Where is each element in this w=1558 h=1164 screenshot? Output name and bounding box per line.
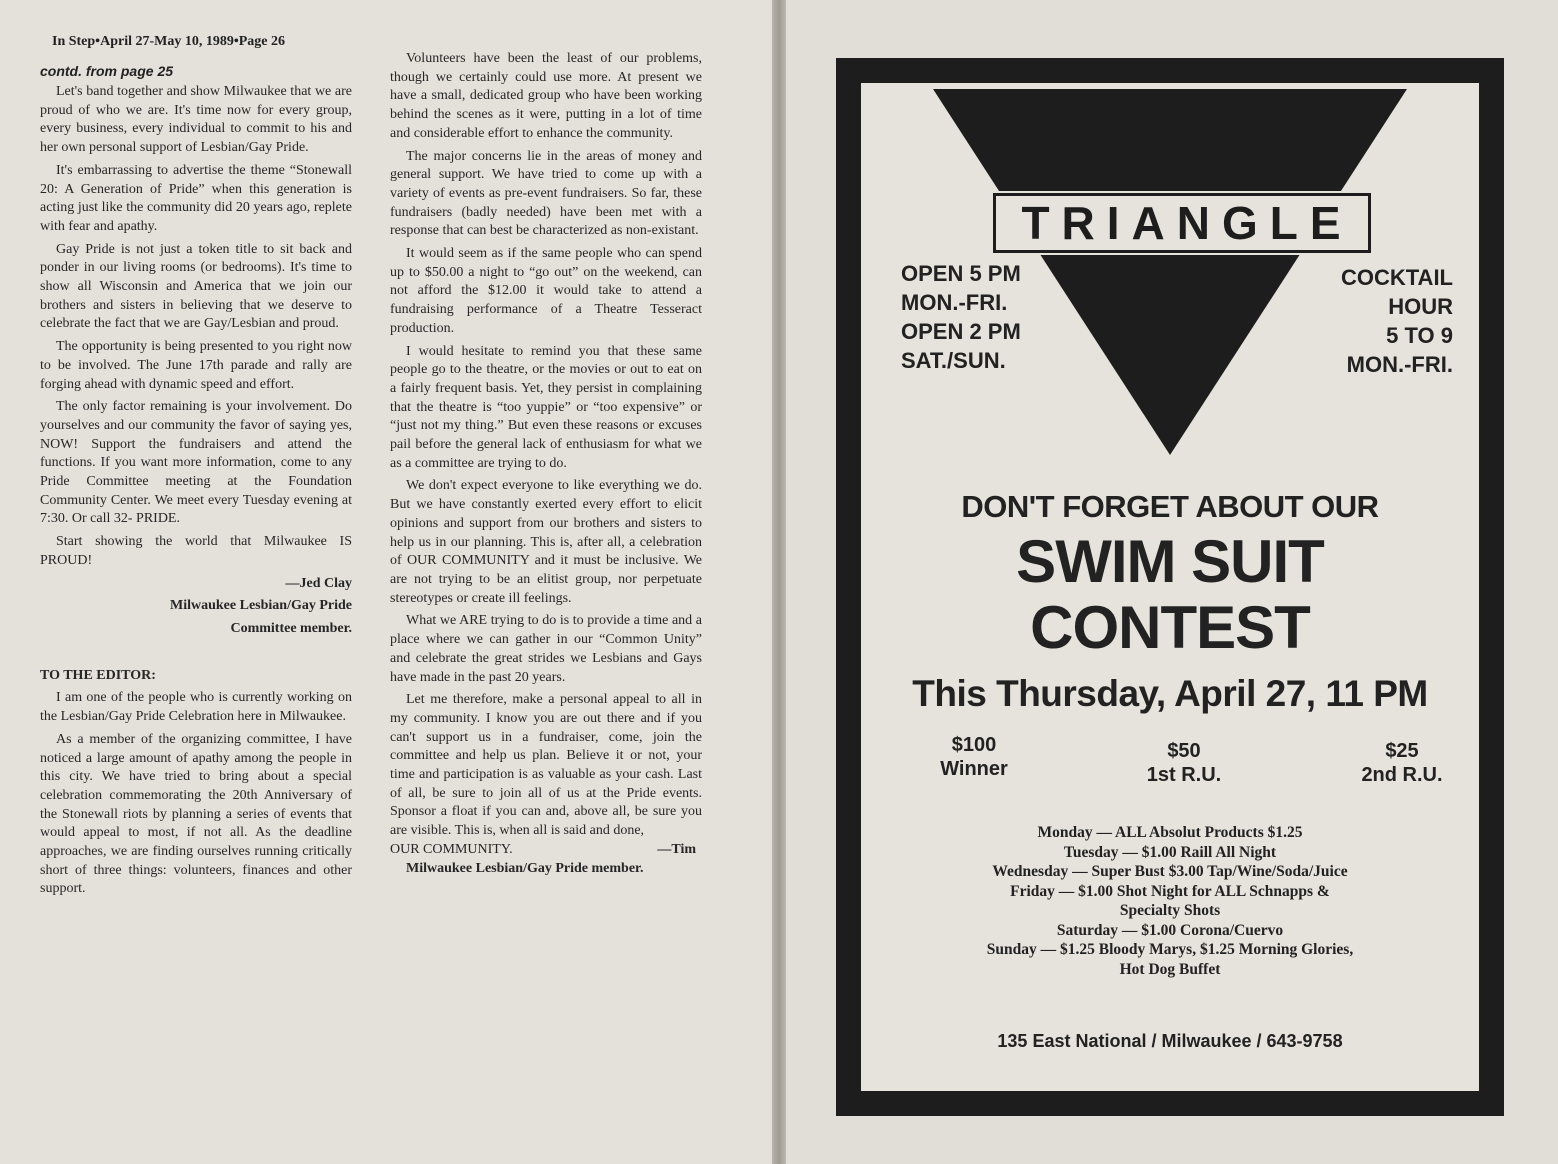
prize-winner	[919, 733, 1029, 781]
author-role: Milwaukee Lesbian/Gay Pride member.	[406, 860, 644, 876]
headline-line-2: CONTEST	[1030, 594, 1310, 661]
signature-org: Milwaukee Lesbian/Gay Pride	[170, 598, 352, 614]
continued-note: contd. from page 25	[40, 63, 174, 79]
letter-heading: TO THE EDITOR:	[40, 667, 156, 683]
article-column-1	[40, 63, 352, 903]
special-line: Saturday — $1.00 Corona/Cuervo	[1056, 921, 1284, 939]
book-gutter	[772, 0, 786, 1164]
ad-inner-frame	[858, 80, 1482, 1094]
signature-role: Committee member.	[230, 620, 352, 636]
opening-hours	[901, 259, 1021, 375]
left-page	[0, 0, 772, 1164]
prize-first-runner-up	[1129, 739, 1239, 787]
cocktail-line: 5 TO 9	[1386, 323, 1453, 348]
cocktail-line: MON.-FRI.	[1346, 352, 1453, 377]
logo-text: TRIANGLE	[1021, 197, 1353, 249]
address-line: 135 East National / Milwaukee / 643-9758	[997, 1031, 1343, 1051]
special-line: Hot Dog Buffet	[1119, 960, 1221, 978]
special-line: Friday — $1.00 Shot Night for ALL Schnapps &	[1010, 882, 1330, 900]
paragraph: It would seem as if the same people who can spend up to $50.00 a night to “go out” on the weekend, can not afford the $12.00 it would take to attend a fundraising performance of a Theatre Tesseract production.	[390, 246, 702, 336]
hours-line: SAT./SUN.	[901, 348, 1006, 373]
dont-forget-line: DON'T FORGET ABOUT OUR	[961, 489, 1379, 524]
paragraph: The only factor remaining is your involvement. Do yourselves and our community the favor of saying yes, NOW! Support the fundraisers and attend the functions. If you want more information, come to any Pride Committee meeting at the Foundation Community Center. We meet every Tuesday evening at 7:30. Or call 32- PRIDE.	[40, 399, 352, 527]
triangle-advertisement	[836, 58, 1504, 1116]
special-line: Monday — ALL Absolut Products $1.25	[1037, 824, 1303, 841]
paragraph: I am one of the people who is currently working on the Lesbian/Gay Pride Celebration here in Milwaukee.	[40, 690, 352, 725]
special-line: Wednesday — Super Bust $3.00 Tap/Wine/Soda/Juice	[992, 863, 1348, 880]
hours-line: OPEN 5 PM	[901, 261, 1021, 286]
paragraph: We don't expect everyone to like everything we do. But we have constantly exerted every effort to elicit opinions and support from our brothers and sisters to help us in our planning. This is, after all, a celebration of OUR COMMUNITY and it must be inclusive. We are not trying to be an elitist group, nor perpetuate stereotypes or create ill feelings.	[390, 478, 702, 606]
closing-text: OUR COMMUNITY.	[390, 841, 513, 857]
logo-box	[993, 193, 1371, 253]
prize-second-runner-up	[1347, 739, 1457, 787]
hours-line: OPEN 2 PM	[901, 319, 1021, 344]
cocktail-line: COCKTAIL	[1340, 265, 1453, 290]
paragraph: What we ARE trying to do is to provide a time and a place where we can gather in our “Common Unity” and celebrate the great strides we Lesbians and Gays have made in the past 20 years.	[390, 613, 702, 685]
headline-line-1: SWIM SUIT	[1016, 528, 1324, 595]
hours-line: MON.-FRI.	[901, 290, 1008, 315]
paragraph: As a member of the organizing committee, I have noticed a large amount of apathy among the people in this city. We have tried to bring about a special celebration commemorating the 20th Anniversary of the Stonewall riots by planning a series of events that would appeal to most, if not all. As the deadline approaches, we are finding ourselves running critically short of three things: volunteers, finances and other support.	[40, 731, 352, 897]
cocktail-hour	[1341, 263, 1453, 379]
special-line: Sunday — $1.25 Bloody Marys, $1.25 Morning Glories,	[986, 941, 1354, 958]
paragraph: Let's band together and show Milwaukee that we are proud of who we are. It's time now for every group, every business, every individual to commit to his and her own personal support of Lesbian/Gay Pride.	[40, 84, 352, 156]
paragraph: Let me therefore, make a personal appeal to all in my community. I know you are out there and if you can't support us in a fundraiser, come, join the committee and help us plan. Believe it or not, your time and participation is as valuable as your cash. Last of all, be sure to join all of us at the Pride events. Sponsor a float if you can and, above all, be sure you are visible. This is, when all is said and done,	[390, 692, 702, 839]
special-line: Specialty Shots	[1119, 902, 1221, 919]
prize-amount: $50	[1167, 740, 1201, 762]
article-column-2	[390, 50, 702, 882]
signature-name: —Jed Clay	[285, 575, 352, 591]
paragraph: Volunteers have been the least of our problems, though we certainly could use more. At present we have a small, dedicated group who have been working behind the scenes as it were, putting in a lot of time and considerable effort to enhance the community.	[390, 51, 702, 141]
closing-line	[390, 841, 702, 860]
paragraph: I would hesitate to remind you that these same people go to the theatre, or the movies or out to eat on a fairly frequent basis. Yet, they persist in complaining that the theatre is “too yuppie” or “too expensive” or “just not my thing.” But even these reasons or excuses pail before the general lack of enthusiasm for what we as a committee are trying to do.	[390, 343, 702, 471]
contest-headline	[861, 529, 1479, 661]
paragraph: Gay Pride is not just a token title to sit back and ponder in our living rooms (or bedrooms). It's time to show all Wisconsin and America that we join our brothers and sisters in believing that we deserve to celebrate the fact that we are Gay/Lesbian and proud.	[40, 241, 352, 332]
paragraph: The major concerns lie in the areas of money and general support. We have tried to come up with a variety of events as pre-event fundraisers. So far, these fundraisers (badly needed) have been met with a response that can best be characterized as non-existant.	[390, 148, 702, 239]
event-date: This Thursday, April 27, 11 PM	[912, 673, 1428, 714]
prize-label: Winner	[940, 758, 1008, 780]
author-name: —Tim	[657, 841, 696, 857]
paragraph: Start showing the world that Milwaukee IS PROUD!	[40, 534, 352, 568]
cocktail-line: HOUR	[1388, 294, 1453, 319]
paragraph: It's embarrassing to advertise the theme “Stonewall 20: A Generation of Pride” when this generation is acting just like the community did 20 years ago, replete with fear and apathy.	[40, 162, 352, 234]
prize-label: 2nd R.U.	[1361, 764, 1443, 786]
paragraph: The opportunity is being presented to you right now to be involved. The June 17th parade and rally are forging ahead with dynamic speed and effort.	[40, 339, 352, 392]
prize-amount: $100	[951, 734, 997, 756]
drink-specials	[861, 823, 1479, 979]
prize-amount: $25	[1385, 740, 1419, 762]
running-head: In Step•April 27-May 10, 1989•Page 26	[52, 34, 286, 49]
prize-label: 1st R.U.	[1146, 764, 1222, 786]
special-line: Tuesday — $1.00 Raill All Night	[1063, 843, 1277, 861]
